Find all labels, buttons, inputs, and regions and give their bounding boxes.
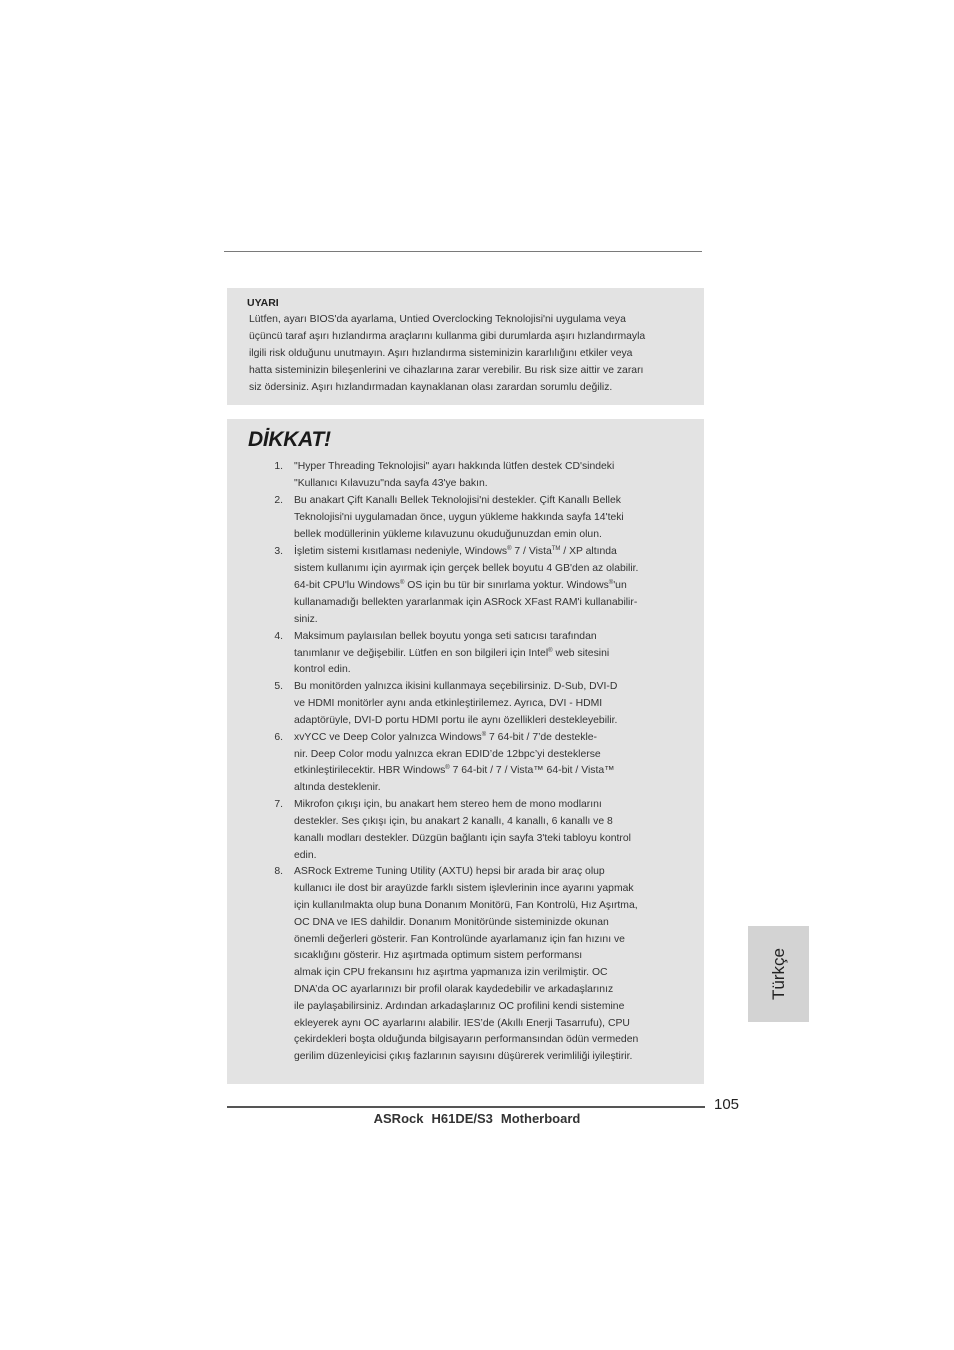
warning-title: UYARI bbox=[247, 297, 279, 309]
warning-line: ilgili risk olduğunu unutmayın. Aşırı hızlandırma sisteminizin kararlılığını etkiler veya bbox=[249, 348, 633, 359]
item-number: 6. bbox=[274, 732, 283, 743]
item-text: 'un bbox=[613, 580, 627, 591]
item-line: kullanamadığı bellekten yararlanmak için ASRock XFast RAM'i kullanabilir- bbox=[294, 597, 638, 608]
notice-box bbox=[227, 419, 704, 1084]
item-line bbox=[294, 765, 615, 776]
item-text: İşletim sistemi kısıtlaması nedeniyle, Windows bbox=[294, 546, 508, 557]
item-line: için kullanılmakta olup buna Donanım Monitörü, Fan Kontrolü, Hız Aşırtma, bbox=[294, 900, 638, 911]
item-number: 7. bbox=[274, 799, 283, 810]
item-line: OC DNA ve IES dahildir. Donanım Monitöründe sisteminizde okunan bbox=[294, 917, 609, 928]
item-text: OS için bu tür bir sınırlama yoktur. Windows bbox=[404, 580, 609, 591]
item-number: 5. bbox=[274, 681, 283, 692]
item-line bbox=[294, 648, 609, 659]
item-line: adaptörüyle, DVI-D portu HDMI portu ile aynı özellikleri destekleyebilir. bbox=[294, 715, 618, 726]
warning-line: hatta sisteminizin bileşenlerini ve cihazlarına zarar verebilir. Bu risk size aittir ve zararı bbox=[249, 365, 644, 376]
footer-product: Motherboard bbox=[500, 1111, 581, 1126]
item-text: xvYCC ve Deep Color yalnızca Windows bbox=[294, 732, 482, 743]
warning-box bbox=[227, 288, 704, 405]
registered-mark: ® bbox=[608, 580, 614, 586]
item-line: Mikrofon çıkışı için, bu anakart hem stereo hem de mono modlarını bbox=[294, 799, 602, 810]
item-line: gerilim düzenleyicisi çıkış fazlarının sayısını düşürerek verimliliği iyileştirir. bbox=[294, 1051, 633, 1062]
item-line: ile paylaşabilirsiniz. Ardından arkadaşlarınız OC profilini kendi sistemine bbox=[294, 1001, 625, 1012]
registered-mark: ® bbox=[507, 546, 512, 552]
footer-title bbox=[227, 1111, 727, 1126]
item-text: 7 64-bit / 7 / Vista™ 64-bit / Vista™ bbox=[449, 765, 615, 776]
item-line: kontrol edin. bbox=[294, 664, 351, 675]
trademark-mark: TM bbox=[551, 546, 561, 552]
language-tab bbox=[748, 926, 809, 1022]
language-tab-label: Türkçe bbox=[768, 948, 788, 1000]
item-line: ASRock Extreme Tuning Utility (AXTU) hepsi bir arada bir araç olup bbox=[294, 866, 605, 877]
item-line: kullanıcı ile dost bir arayüzde farklı sistem işlevlerinin ince ayarını yapmak bbox=[294, 883, 634, 894]
item-text: web sitesini bbox=[552, 648, 610, 659]
item-line: Bu anakart Çift Kanallı Bellek Teknolojisi'ni destekler. Çift Kanallı Bellek bbox=[294, 495, 621, 506]
item-text: 7 64-bit / 7’de destekle- bbox=[486, 732, 598, 743]
bottom-rule bbox=[227, 1106, 705, 1108]
item-text: tanımlanır ve değişebilir. Lütfen en son bilgileri için Intel bbox=[294, 648, 549, 659]
item-line: edin. bbox=[294, 850, 317, 861]
item-number: 8. bbox=[274, 866, 283, 877]
item-line: siniz. bbox=[294, 614, 318, 625]
warning-line: Lütfen, ayarı BIOS'da ayarlama, Untied Overclocking Teknolojisi'ni uygulama veya bbox=[249, 314, 626, 325]
item-line: bellek modüllerinin yükleme kılavuzunu okuduğunuzdan emin olun. bbox=[294, 529, 602, 540]
item-line: sıcaklığını gösterir. Hız aşırtmada optimum sistem performansı bbox=[294, 950, 583, 961]
item-text: / XP altında bbox=[560, 546, 617, 557]
page-number: 105 bbox=[714, 1096, 740, 1113]
item-line bbox=[294, 546, 617, 557]
item-line: "Kullanıcı Kılavuzu"nda sayfa 43'ye bakın. bbox=[294, 478, 488, 489]
item-line: destekler. Ses çıkışı için, bu anakart 2 kanallı, 4 kanallı, 6 kanallı ve 8 bbox=[294, 816, 613, 827]
item-line: önemli değerleri gösterir. Fan Kontrolünde ayarlamanız için fan hızını ve bbox=[294, 934, 625, 945]
warning-line: üçüncü taraf aşırı hızlandırma araçlarını kullanma gibi durumlarda aşırı hızlandırmayla bbox=[249, 331, 646, 342]
item-number: 4. bbox=[274, 631, 283, 642]
item-line: DNA’da OC ayarlarınızı bir profil olarak kaydedebilir ve arkadaşlarınız bbox=[294, 984, 614, 995]
item-text: etkinleştirilecektir. HBR Windows bbox=[294, 765, 446, 776]
item-line: ve HDMI monitörler aynı anda etkinleştirilemez. Ayrıca, DVI - HDMI bbox=[294, 698, 603, 709]
notice-title: DİKKAT! bbox=[248, 428, 331, 451]
registered-mark: ® bbox=[548, 648, 553, 654]
item-line: kanallı modları destekler. Düzgün bağlantı için sayfa 3'teki tabloyu kontrol bbox=[294, 833, 631, 844]
registered-mark: ® bbox=[445, 765, 450, 771]
item-line: Teknolojisi'ni uygulamadan önce, uygun yükleme hakkında sayfa 14'teki bbox=[294, 512, 624, 523]
item-line: altında desteklenir. bbox=[294, 782, 381, 793]
item-line: almak için CPU frekansını hız aşırtma yapmanıza izin verilmiştir. OC bbox=[294, 967, 608, 978]
item-line: nir. Deep Color modu yalnızca ekran EDID’de 12bpc’yi desteklerse bbox=[294, 749, 601, 760]
item-text: 64-bit CPU'lu Windows bbox=[294, 580, 400, 591]
item-number: 2. bbox=[274, 495, 283, 506]
item-line: Maksimum paylaısılan bellek boyutu yonga seti satıcısı tarafından bbox=[294, 631, 597, 642]
item-number: 1. bbox=[274, 461, 283, 472]
registered-mark: ® bbox=[481, 732, 487, 738]
registered-mark: ® bbox=[399, 580, 405, 586]
item-line: Bu monitörden yalnızca ikisini kullanmaya seçebilirsiniz. D-Sub, DVI-D bbox=[294, 681, 618, 692]
footer-model: H61DE/S3 bbox=[431, 1111, 493, 1126]
item-line bbox=[294, 732, 597, 743]
footer-brand: ASRock bbox=[373, 1111, 424, 1126]
item-line: "Hyper Threading Teknolojisi" ayarı hakkında lütfen destek CD'sindeki bbox=[294, 461, 615, 472]
item-line: çekirdekleri boşta olduğunda bilgisayarın performansından ödün vermeden bbox=[294, 1034, 639, 1045]
item-line bbox=[294, 580, 627, 591]
item-line: ekleyerek aynı OC ayarlarını alabilir. IES’de (Akıllı Enerji Tasarrufu), CPU bbox=[294, 1018, 630, 1029]
item-line: sistem kullanımı için ayırmak için gerçek bellek boyutu 4 GB'den az olabilir. bbox=[294, 563, 639, 574]
top-rule bbox=[224, 251, 702, 252]
item-number: 3. bbox=[274, 546, 283, 557]
warning-line: siz ödersiniz. Aşırı hızlandırmadan kaynaklanan olası zarardan sorumlu değiliz. bbox=[249, 382, 613, 393]
item-text: 7 / Vista bbox=[511, 546, 552, 557]
